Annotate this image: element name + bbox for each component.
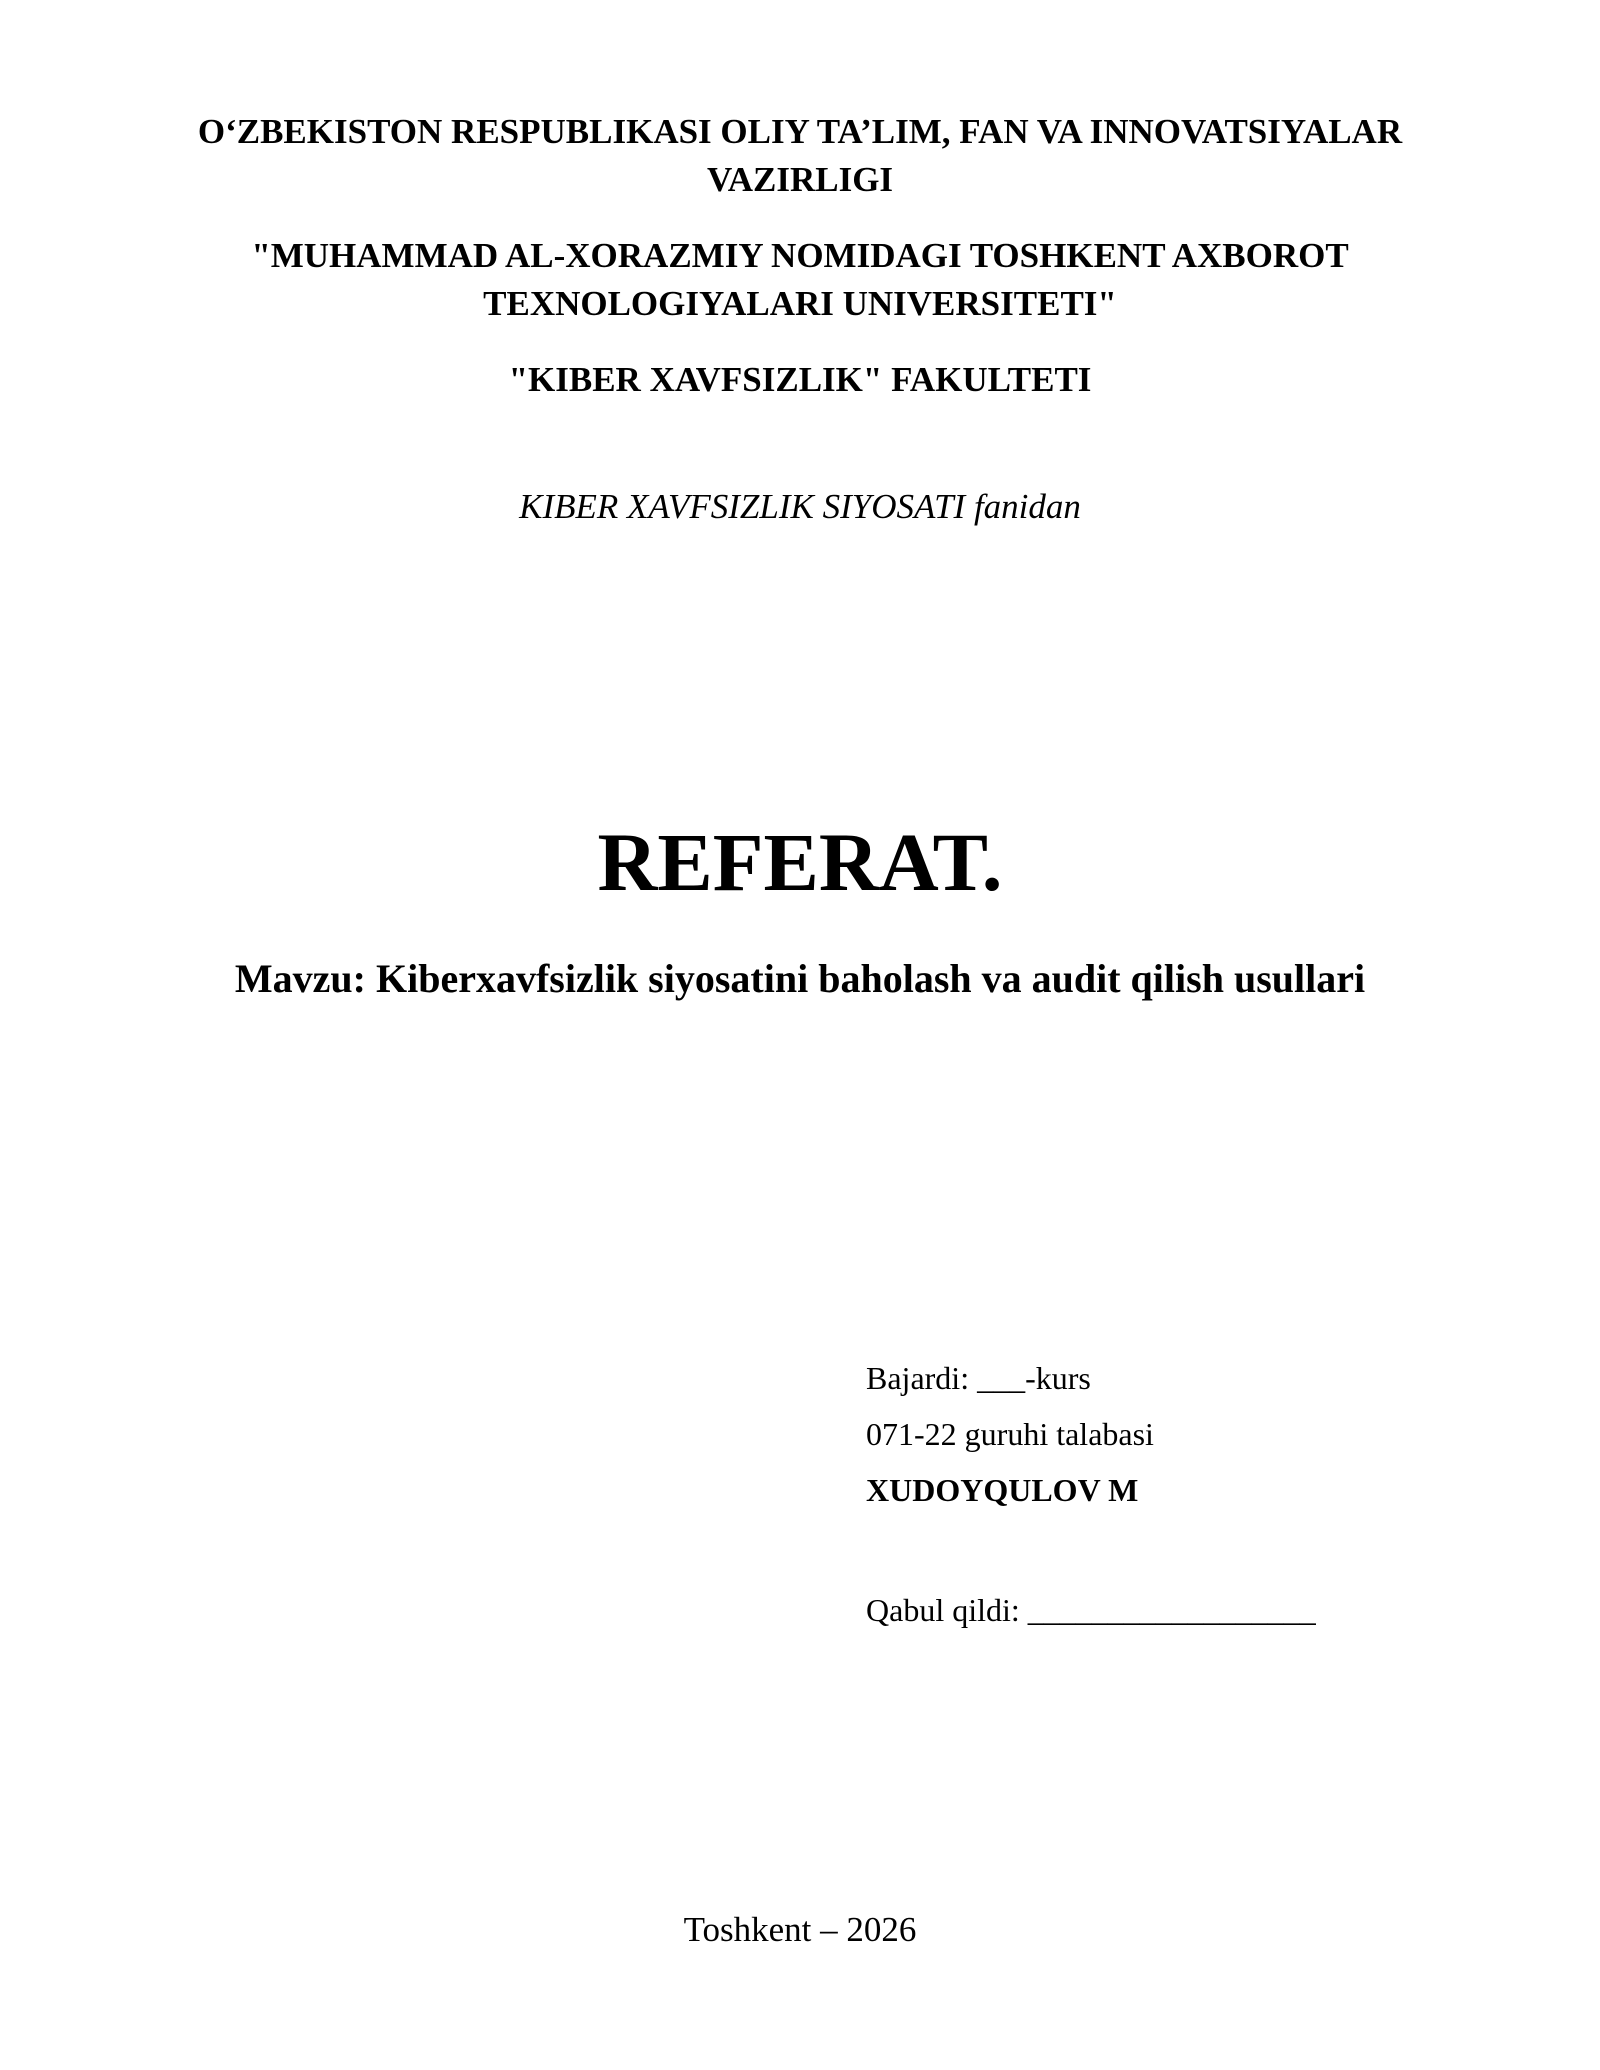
document-title: REFERAT. — [597, 816, 1003, 908]
ministry-line-2: VAZIRLIGI — [706, 160, 894, 199]
city-year-footer: Toshkent – 2026 — [683, 1910, 917, 1949]
faculty-heading: "KIBER XAVFSIZLIK" FAKULTETI — [508, 360, 1092, 399]
ministry-heading — [0, 108, 1600, 204]
done-by-line: Bajardi: ___-kurs — [866, 1360, 1091, 1396]
topic-line: Mavzu: Kiberxavfsizlik siyosatini baholash va audit qilish usullari — [234, 956, 1366, 1001]
group-line: 071-22 guruhi talabasi — [866, 1416, 1154, 1452]
university-heading — [0, 232, 1600, 328]
accepted-by-line: Qabul qildi: __________________ — [866, 1592, 1316, 1628]
university-line-1: "MUHAMMAD AL-XORAZMIY NOMIDAGI TOSHKENT AXBOROT — [251, 236, 1349, 275]
ministry-line-1: O‘ZBEKISTON RESPUBLIKASI OLIY TA’LIM, FAN VA INNOVATSIYALAR — [197, 112, 1403, 151]
student-name: XUDOYQULOV M — [866, 1472, 1139, 1508]
subject-line: KIBER XAVFSIZLIK SIYOSATI fanidan — [519, 487, 1081, 526]
university-line-2: TEXNOLOGIYALARI UNIVERSITETI" — [483, 284, 1117, 323]
